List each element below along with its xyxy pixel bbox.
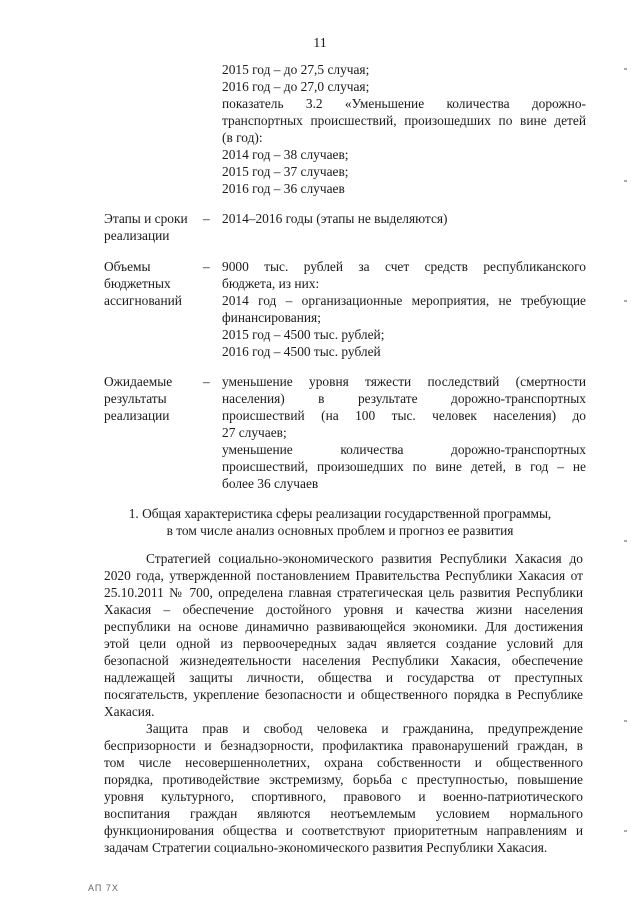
heading-line: 1. Общая характеристика сферы реализации государственной программы, xyxy=(128,506,552,521)
paragraph-line: том числе несовершеннолетних, охрана собственности и общественного xyxy=(104,755,583,770)
paragraph-line: посягательств, укрепление безопасности и общественного порядка в Республике xyxy=(104,687,583,702)
row-label: бюджетных xyxy=(104,276,171,291)
row-text: 2014 год – организационные мероприятия, не требующие xyxy=(222,293,586,308)
row-text: происшествий (на 100 тыс. человек населения) до xyxy=(222,408,586,423)
row-text: бюджета, из них: xyxy=(222,276,320,291)
text-line: 2015 год – до 27,5 случая; xyxy=(222,62,370,77)
text-line: показатель 3.2 «Уменьшение количества дорожно- xyxy=(222,96,586,111)
scan-speck xyxy=(624,830,627,832)
scan-speck xyxy=(624,180,627,182)
scan-speck xyxy=(624,540,627,542)
heading-line: в том числе анализ основных проблем и прогноз ее развития xyxy=(166,523,514,538)
paragraph-line: 25.10.2011 № 700, определена главная стратегическая цель развития Республики xyxy=(104,585,583,600)
text-line: 2016 год – 36 случаев xyxy=(222,181,345,196)
row-label: реализации xyxy=(104,228,170,243)
dash: – xyxy=(203,259,210,274)
paragraph-line: Хакасия. xyxy=(104,704,155,719)
paragraph-line: воспитания граждан являются неотъемлемым условием нормального xyxy=(104,806,583,821)
paragraph-line: уровня культурного, спортивного, правового и военно-патриотического xyxy=(104,789,583,804)
text-line: 2015 год – 37 случаев; xyxy=(222,164,349,179)
row-label: результаты xyxy=(104,391,167,406)
row-text: населения) в результате дорожно-транспортных xyxy=(222,391,586,406)
paragraph-line: Стратегией социально-экономического развития Республики Хакасия до xyxy=(146,551,583,566)
scan-speck xyxy=(624,300,627,302)
dash: – xyxy=(203,374,210,389)
paragraph-line: функционирования общества и соответствуют приоритетным направлениям и xyxy=(104,823,583,838)
scan-speck xyxy=(624,68,627,70)
paragraph-line: этой цели одной из первоочередных задач является создание условий для xyxy=(104,636,583,651)
row-text: уменьшение уровня тяжести последствий (смертности xyxy=(222,374,586,389)
text-line: 2014 год – 38 случаев; xyxy=(222,147,349,162)
row-text: 2015 год – 4500 тыс. рублей; xyxy=(222,327,385,342)
text-line: (в год): xyxy=(222,130,263,145)
row-text: происшествий, произошедших по вине детей, в год – не xyxy=(222,459,586,474)
row-label: Объемы xyxy=(104,259,151,274)
paragraph-line: республики на основе динамично развивающейся экономики. Для достижения xyxy=(104,619,583,634)
paragraph-line: безопасной жизнедеятельности населения Республики Хакасия, обеспечение xyxy=(104,653,583,668)
page-number: 11 xyxy=(313,36,327,51)
paragraph-line: надлежащей защиты личности, общества и государства от преступных xyxy=(104,670,583,685)
paragraph-line: задачам Стратегии социально-экономического развития Республики Хакасия. xyxy=(104,840,548,855)
paragraph-line: Защита прав и свобод человека и гражданина, предупреждение xyxy=(146,721,583,736)
text-line: транспортных происшествий, произошедших по вине детей xyxy=(222,113,586,128)
row-text: 2016 год – 4500 тыс. рублей xyxy=(222,344,381,359)
paragraph-line: порядка, противодействие экстремизму, борьба с преступностью, повышение xyxy=(104,772,583,787)
row-text: финансирования; xyxy=(222,310,321,325)
row-text: уменьшение количества дорожно-транспортных xyxy=(222,442,586,457)
row-label: Этапы и сроки xyxy=(104,211,188,226)
row-label: Ожидаемые xyxy=(104,374,173,389)
row-text: более 36 случаев xyxy=(222,476,319,491)
text-line: 2016 год – до 27,0 случая; xyxy=(222,79,370,94)
row-label: реализации xyxy=(104,408,170,423)
paragraph-line: 2020 года, утвержденной постановлением Правительства Республики Хакасия от xyxy=(104,568,583,583)
row-text: 9000 тыс. рублей за счет средств республиканского xyxy=(222,259,586,274)
row-label: ассигнований xyxy=(104,293,182,308)
scan-speck xyxy=(624,720,627,722)
footer-mark: АП 7Х xyxy=(88,883,119,893)
paragraph-line: Хакасия – обеспечение достойного уровня и качества жизни населения xyxy=(104,602,583,617)
row-text: 2014–2016 годы (этапы не выделяются) xyxy=(222,211,448,226)
row-text: 27 случаев; xyxy=(222,425,287,440)
dash: – xyxy=(203,211,210,226)
paragraph-line: беспризорности и безнадзорности, профилактика правонарушений граждан, в xyxy=(104,738,583,753)
